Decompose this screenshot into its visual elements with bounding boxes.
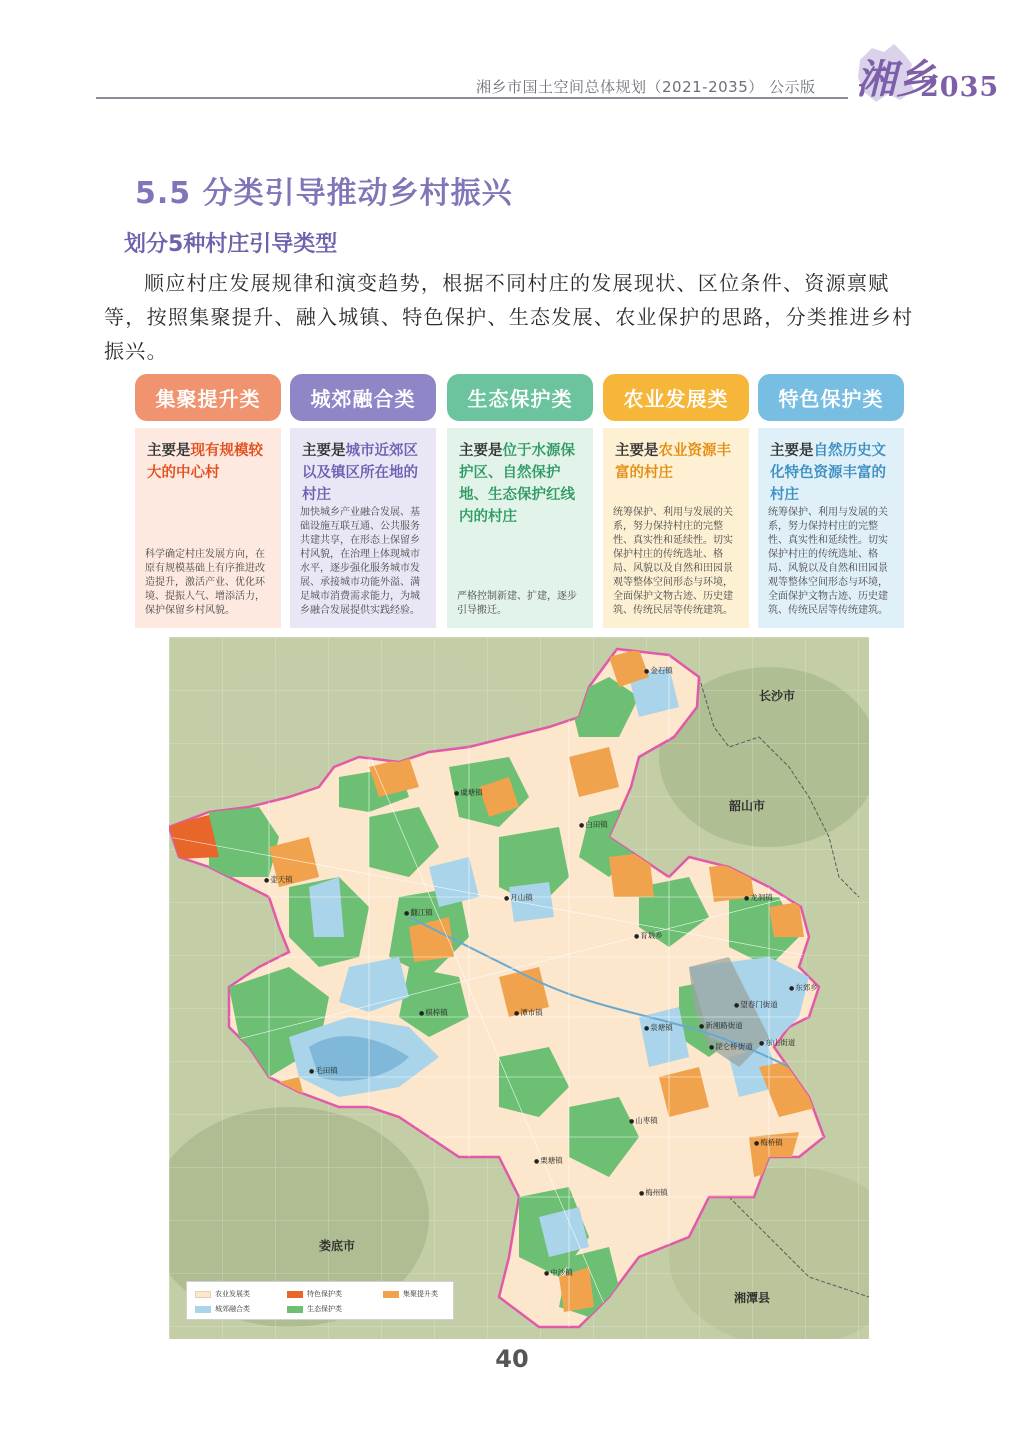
- page-number: 40: [495, 1345, 529, 1373]
- map-legend: [186, 1281, 454, 1320]
- card-description: 统筹保护、利用与发展的关系，努力保持村庄的完整性、真实性和延续性。切实保护村庄的传统选址、格局、风貌以及自然和田园景观等整体空间形态与环境，全面保护文物古迹、历史建筑、传统民居等传统建筑。: [768, 507, 888, 616]
- card-body: [603, 428, 749, 628]
- neighbor-label: 湘潭县: [734, 1291, 771, 1305]
- card-body: [290, 428, 436, 628]
- town-marker: ● 东山街道: [759, 1037, 795, 1048]
- town-marker: ● 翻江镇: [404, 907, 433, 918]
- logo-script: 湘乡: [856, 56, 936, 103]
- town-marker: ● 昆仑桥街道: [709, 1041, 753, 1052]
- section-title: 5.5 分类引导推动乡村振兴: [135, 176, 513, 211]
- legend-item: 城郊融合类: [195, 1304, 250, 1314]
- card-description: 加快城乡产业融合发展、基础设施互联互通、公共服务共建共享，在形态上保留乡村风貌，在治理上体现城市水平，逐步强化服务城市发展、承接城市功能外溢、满足城市消费需求能力，为城乡融合发展提供实践经验。: [300, 507, 420, 616]
- card-main-text: 主要是城市近郊区以及镇区所在地的村庄: [302, 443, 418, 503]
- card-cluster-upgrade: [135, 374, 281, 628]
- card-main-text: 主要是现有规模较大的中心村: [147, 443, 263, 481]
- card-description: 科学确定村庄发展方向，在原有规模基础上有序推进改造提升，激活产业、优化环境、提振人气、增添活力，保护保留乡村风貌。: [145, 549, 265, 616]
- card-tab: 城郊融合类: [290, 374, 436, 421]
- legend-swatch: [195, 1291, 211, 1298]
- card-tab: 农业发展类: [603, 374, 749, 421]
- legend-swatch: [383, 1291, 399, 1298]
- logo-year: 2035: [920, 72, 1000, 103]
- document-logo: [850, 38, 1000, 113]
- town-marker: ● 壶天镇: [264, 874, 293, 885]
- town-marker: ● 泉塘镇: [644, 1022, 673, 1033]
- card-tab: 特色保护类: [758, 374, 904, 421]
- town-marker: ● 中沙镇: [544, 1267, 573, 1278]
- legend-swatch: [287, 1306, 303, 1313]
- legend-item: 农业发展类: [195, 1289, 250, 1299]
- card-agricultural-development: [603, 374, 749, 628]
- town-marker: ● 潭市镇: [514, 1007, 543, 1018]
- card-description: 严格控制新建、扩建，逐步引导搬迁。: [457, 591, 577, 616]
- section-subtitle: 划分5种村庄引导类型: [124, 232, 338, 257]
- neighbor-label: 长沙市: [759, 689, 796, 703]
- town-marker: ● 月山镇: [504, 892, 533, 903]
- card-main-text: 主要是农业资源丰富的村庄: [615, 443, 731, 481]
- card-main-text: 主要是自然历史文化特色资源丰富的村庄: [770, 443, 886, 503]
- town-marker: ● 龙洞镇: [744, 892, 773, 903]
- card-highlight: 自然历史文化特色资源丰富的村庄: [770, 443, 886, 503]
- town-marker: ● 栗塘镇: [534, 1155, 563, 1166]
- legend-item: 特色保护类: [287, 1289, 342, 1299]
- town-marker: ● 梅州镇: [639, 1187, 668, 1198]
- card-highlight: 城市近郊区以及镇区所在地的村庄: [302, 443, 418, 503]
- town-marker: ● 新湘路街道: [699, 1020, 743, 1031]
- card-tab: 生态保护类: [447, 374, 593, 421]
- legend-item: 集聚提升类: [383, 1289, 438, 1299]
- neighbor-label: 娄底市: [319, 1239, 356, 1253]
- town-marker: ● 棋梓镇: [419, 1007, 448, 1018]
- card-highlight: 农业资源丰富的村庄: [615, 443, 731, 481]
- card-body: [758, 428, 904, 628]
- running-header: 湘乡市国土空间总体规划（2021-2035） 公示版: [476, 78, 816, 96]
- town-marker: ● 白田镇: [579, 819, 608, 830]
- legend-swatch: [195, 1306, 211, 1313]
- card-tab: 集聚提升类: [135, 374, 281, 421]
- legend-item: 生态保护类: [287, 1304, 342, 1314]
- header-rule: [96, 97, 848, 99]
- intro-paragraph: 顺应村庄发展规律和演变趋势，根据不同村庄的发展现状、区位条件、资源禀赋等，按照集聚提升、融入城镇、特色保护、生态发展、农业保护的思路，分类推进乡村振兴。: [104, 271, 914, 363]
- neighbor-label: 韶山市: [729, 799, 766, 813]
- legend-swatch: [287, 1291, 303, 1298]
- card-body: [447, 428, 593, 628]
- map-canvas: [169, 637, 869, 1339]
- town-marker: ● 山枣镇: [629, 1115, 658, 1126]
- card-ecological-protection: [447, 374, 593, 628]
- village-classification-map: [169, 637, 869, 1339]
- town-marker: ● 金石镇: [644, 665, 673, 676]
- card-description: 统筹保护、利用与发展的关系，努力保持村庄的完整性、真实性和延续性。切实保护村庄的传统选址、格局、风貌以及自然和田园景观等整体空间形态与环境，全面保护文物古迹、历史建筑、传统民居等传统建筑。: [613, 507, 733, 616]
- card-suburban-integration: [290, 374, 436, 628]
- town-marker: ● 梅桥镇: [754, 1137, 783, 1148]
- card-characteristic-protection: [758, 374, 904, 628]
- card-highlight: 位于水源保护区、自然保护地、生态保护红线内的村庄: [459, 443, 575, 525]
- card-body: [135, 428, 281, 628]
- card-main-text: 主要是位于水源保护区、自然保护地、生态保护红线内的村庄: [459, 443, 575, 525]
- town-marker: ● 望春门街道: [734, 999, 778, 1010]
- town-marker: ● 东郊乡: [789, 982, 818, 993]
- card-highlight: 现有规模较大的中心村: [147, 443, 263, 481]
- town-marker: ● 虞塘镇: [454, 787, 483, 798]
- town-marker: ● 毛田镇: [309, 1065, 338, 1076]
- town-marker: ● 育塅乡: [634, 930, 663, 941]
